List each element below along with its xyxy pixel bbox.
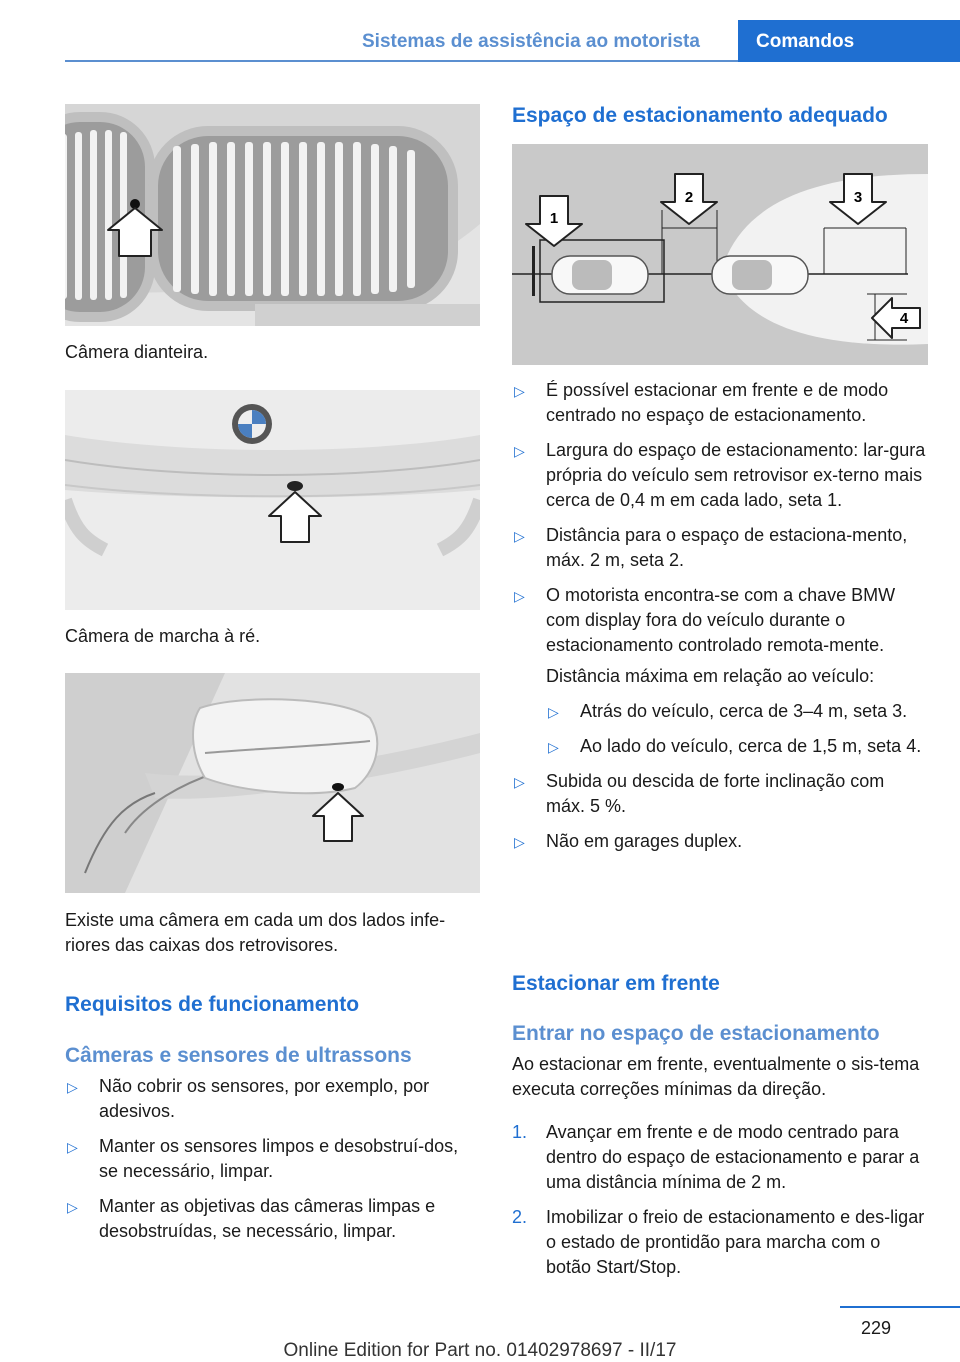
triangle-bullet-icon: ▷: [514, 528, 525, 544]
triangle-bullet-icon: ▷: [514, 443, 525, 459]
triangle-bullet-icon: ▷: [67, 1079, 78, 1095]
footer-rule: [840, 1306, 960, 1308]
triangle-bullet-icon: ▷: [514, 383, 525, 399]
heading-cameras-sensores: Câmeras e sensores de ultrassons: [65, 1044, 412, 1067]
rear-camera-figure: [65, 390, 480, 610]
rear-camera-caption: Câmera de marcha à ré.: [65, 626, 261, 646]
triangle-bullet-icon: ▷: [548, 704, 559, 720]
list-item: ▷ Não cobrir os sensores, por exemplo, por adesivos.: [67, 1076, 430, 1121]
mirror-camera-caption: Existe uma câmera em cada um dos lados infe-riores das caixas dos retrovisores.: [65, 910, 446, 955]
steps-list: [512, 1120, 928, 1290]
list-item: 1. Avançar em frente e de modo centrado para dentro do espaço de estacionamento e parar a uma distância mínima de 2 m.: [512, 1122, 920, 1192]
front-camera-figure: [65, 104, 480, 326]
triangle-bullet-icon: ▷: [514, 588, 525, 604]
diagram-label-3: 3: [853, 189, 863, 206]
triangle-bullet-icon: ▷: [548, 739, 559, 755]
list-item: ▷ Ao lado do veículo, cerca de 1,5 m, seta 4.: [546, 734, 928, 759]
page-number: 229: [861, 1318, 892, 1338]
header-rule: [65, 60, 738, 62]
triangle-bullet-icon: ▷: [67, 1139, 78, 1155]
sensor-requirements-list: [65, 1074, 480, 1254]
triangle-bullet-icon: ▷: [514, 774, 525, 790]
heading-espaco-adequado: Espaço de estacionamento adequado: [512, 104, 888, 127]
header-chapter-tab[interactable]: Comandos: [738, 20, 960, 62]
footer-edition: Online Edition for Part no. 01402978697 - II/17: [283, 1340, 677, 1361]
list-item: ▷ Manter os sensores limpos e desobstruí-dos, se necessário, limpar.: [67, 1136, 459, 1181]
list-item: 2. Imobilizar o freio de estacionamento e des-ligar o estado de prontidão para marcha com o botão Start/Stop.: [512, 1207, 925, 1277]
mirror-camera-figure: [65, 673, 480, 893]
list-item: ▷ Subida ou descida de forte inclinação com máx. 5 %.: [514, 771, 885, 816]
heading-estacionar-frente: Estacionar em frente: [512, 972, 720, 995]
list-item: ▷ O motorista encontra-se com a chave BMW com display fora do veículo durante o estacionamento controlado remota-mente. Distância máxima em relação ao veículo: ▷ Atrás do veículo, cerca de 3–4 m, seta 3. ▷ Ao lado do veículo, cerca de 1,5 m, seta 4.: [512, 583, 928, 759]
heading-requisitos: Requisitos de funcionamento: [65, 993, 360, 1016]
diagram-label-4: 4: [899, 310, 909, 327]
diagram-label-2: 2: [684, 189, 694, 206]
intro-paragraph: Ao estacionar em frente, eventualmente o sis-tema executa correções mínimas da direção.: [512, 1054, 920, 1099]
front-camera-caption: Câmera dianteira.: [65, 342, 209, 362]
parking-space-list: [512, 378, 928, 864]
parking-space-diagram: [512, 144, 928, 365]
list-item: ▷ Manter as objetivas das câmeras limpas e desobstruídas, se necessário, limpar.: [67, 1196, 436, 1241]
list-item: ▷ Distância para o espaço de estaciona-mento, máx. 2 m, seta 2.: [514, 525, 908, 570]
list-item: ▷ Não em garages duplex.: [512, 829, 928, 854]
step-number: 2.: [512, 1207, 528, 1227]
list-item: ▷ Largura do espaço de estacionamento: lar-gura própria do veículo sem retrovisor ex-terno mais cerca de 0,4 m em cada lado, seta 1.: [514, 440, 926, 510]
list-item: ▷ Atrás do veículo, cerca de 3–4 m, seta 3.: [546, 699, 928, 724]
page-header: [0, 0, 960, 62]
distance-label: Distância máxima em relação ao veículo:: [546, 666, 875, 686]
distance-sublist: [546, 699, 928, 759]
diagram-label-1: 1: [549, 210, 559, 227]
list-item: ▷ É possível estacionar em frente e de modo centrado no espaço de estacionamento.: [514, 380, 889, 425]
triangle-bullet-icon: ▷: [514, 834, 525, 850]
triangle-bullet-icon: ▷: [67, 1199, 78, 1215]
header-section-title: Sistemas de assistência ao motorista: [362, 31, 700, 52]
heading-entrar-espaco: Entrar no espaço de estacionamento: [512, 1022, 880, 1045]
step-number: 1.: [512, 1122, 528, 1142]
